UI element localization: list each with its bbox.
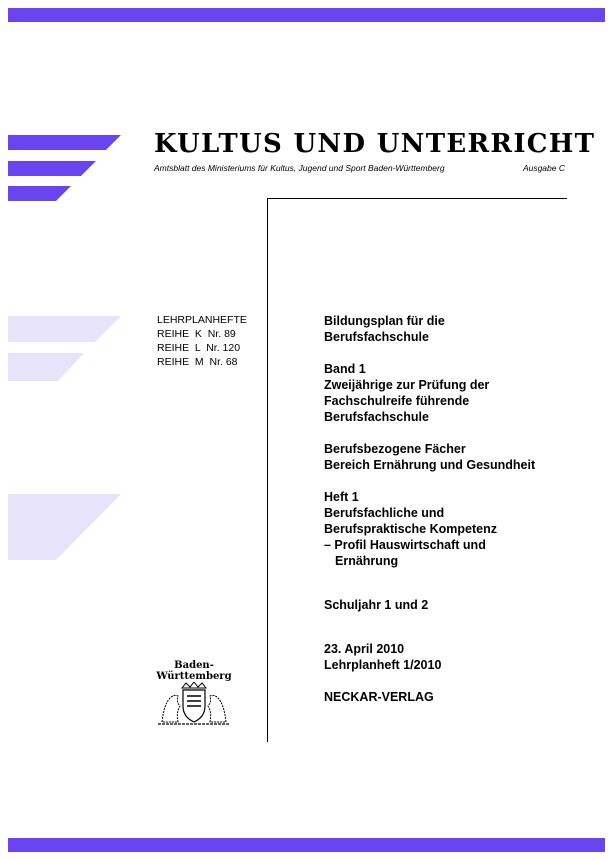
masthead-edition: Ausgabe C — [522, 163, 565, 173]
issue-date: 23. April 2010 — [324, 642, 405, 656]
subject-line-1: Berufsbezogene Fächer — [324, 442, 466, 456]
logo-line-2: Württemberg — [156, 671, 232, 682]
series-line-k: REIHE K Nr. 89 — [157, 328, 236, 340]
coat-of-arms-icon — [152, 682, 236, 726]
bottom-accent-bar — [8, 838, 605, 852]
band-line-2: Fachschulreife führende — [324, 394, 470, 408]
vertical-rule — [267, 198, 268, 742]
plan-title-line-1: Bildungsplan für die — [324, 314, 445, 328]
band-line-1: Zweijährige zur Prüfung der — [324, 378, 490, 392]
stripe-light-1 — [8, 316, 121, 342]
stripe-dark-1 — [8, 135, 121, 150]
heft-line-1: Berufsfachliche und — [324, 506, 445, 520]
plan-title-line-2: Berufsfachschule — [324, 330, 429, 344]
horizontal-rule — [267, 198, 567, 199]
school-year: Schuljahr 1 und 2 — [324, 598, 429, 612]
profile-line-2: Ernährung — [335, 554, 399, 568]
heft-line-2: Berufspraktische Kompetenz — [324, 522, 497, 536]
subject-line-2: Bereich Ernährung und Gesundheit — [324, 458, 536, 472]
heft-label: Heft 1 — [324, 490, 359, 504]
cover-content — [324, 313, 584, 705]
publisher: NECKAR-VERLAG — [324, 690, 434, 704]
masthead-title: KULTUS UND UNTERRICHT — [154, 129, 596, 159]
issue-number: Lehrplanheft 1/2010 — [324, 658, 442, 672]
state-logo — [152, 660, 236, 728]
band-line-3: Berufsfachschule — [324, 410, 429, 424]
logo-line-1: Baden- — [174, 660, 214, 671]
stripe-dark-3 — [8, 186, 71, 201]
stripe-light-3 — [8, 494, 121, 560]
series-line-m: REIHE M Nr. 68 — [157, 356, 238, 368]
stripe-dark-2 — [8, 161, 96, 176]
masthead-subtitle: Amtsblatt des Ministeriums für Kultus, Jugend und Sport Baden-Württemberg — [154, 163, 445, 173]
profile-line-1: – Profil Hauswirtschaft und — [324, 538, 486, 552]
series-line-l: REIHE L Nr. 120 — [157, 342, 241, 354]
band-label: Band 1 — [324, 362, 366, 376]
stripe-light-2 — [8, 353, 84, 381]
series-info — [157, 313, 247, 369]
series-heading: LEHRPLANHEFTE — [157, 314, 247, 326]
